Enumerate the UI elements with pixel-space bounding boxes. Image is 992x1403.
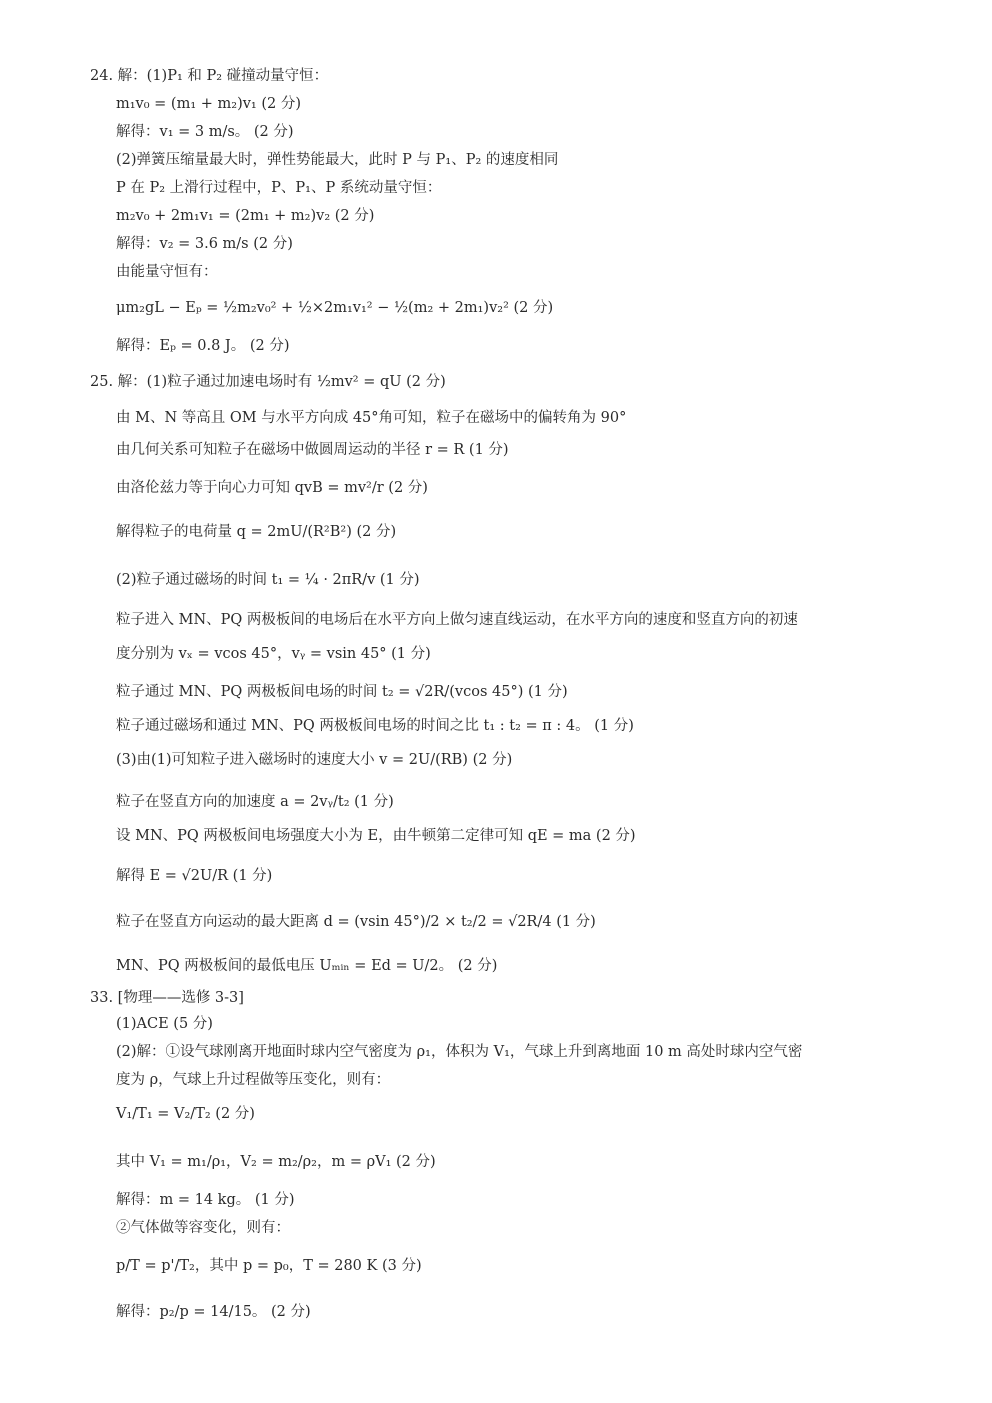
q24-title: 24. 解：(1)P₁ 和 P₂ 碰撞动量守恒： [90,68,329,84]
q33-line-2: (2)解：①设气球刚离开地面时球内空气密度为 ρ₁，体积为 V₁，气球上升到离地面 10 m 高处时球内空气密 [116,1044,803,1060]
q33-line-9: 解得：p₂/p = 14/15。 (2 分) [116,1304,311,1320]
q25-line-7: 度分别为 vₓ = vcos 45°，vᵧ = vsin 45° (1 分) [116,646,431,662]
q33-line-3: 度为 ρ，气球上升过程做等压变化，则有： [116,1072,391,1088]
q24-res3: 解得：Eₚ = 0.8 J。 (2 分) [116,338,290,354]
q24-part2b: P 在 P₂ 上滑行过程中，P、P₁、P 系统动量守恒： [116,180,442,196]
q25-line-6: 粒子进入 MN、PQ 两极板间的电场后在水平方向上做匀速直线运动，在水平方向的速度和竖直方向的初速 [116,612,798,628]
q25-line-12: 设 MN、PQ 两极板间电场强度大小为 E，由牛顿第二定律可知 qE = ma (2 分) [116,828,636,844]
q25-line-3: 由洛伦兹力等于向心力可知 qvB = mv²/r (2 分) [116,480,428,496]
q25-line-4: 解得粒子的电荷量 q = 2mU/(R²B²) (2 分) [116,524,397,540]
q25-line-2: 由几何关系可知粒子在磁场中做圆周运动的半径 r = R (1 分) [116,442,509,458]
q24-res2: 解得：v₂ = 3.6 m/s (2 分) [116,236,293,252]
q24-part2: (2)弹簧压缩量最大时，弹性势能最大，此时 P 与 P₁、P₂ 的速度相同 [116,152,559,168]
q33-title: 33. [物理——选修 3-3] [90,990,244,1006]
q25-title: 25. 解：(1)粒子通过加速电场时有 ½mv² = qU (2 分) [90,374,446,390]
q25-line-14: 粒子在竖直方向运动的最大距离 d = (vsin 45°)/2 × t₂/2 = √2R/4 (1 分) [116,914,596,930]
q24-energy: 由能量守恒有： [116,264,218,280]
q33-line-5: 其中 V₁ = m₁/ρ₁，V₂ = m₂/ρ₂，m = ρV₁ (2 分) [116,1154,436,1170]
q33-line-7: ②气体做等容变化，则有： [116,1220,290,1236]
q25-line-5: (2)粒子通过磁场的时间 t₁ = ¼ · 2πR/v (1 分) [116,572,420,588]
q25-line-8: 粒子通过 MN、PQ 两极板间电场的时间 t₂ = √2R/(vcos 45°) (1 分) [116,684,568,700]
q33-line-1: (1)ACE (5 分) [116,1016,213,1032]
q25-line-13: 解得 E = √2U/R (1 分) [116,868,273,884]
q33-line-8: p/T = p'/T₂，其中 p = p₀，T = 280 K (3 分) [116,1258,422,1274]
q24-eq1: m₁v₀ = (m₁ + m₂)v₁ (2 分) [116,96,302,112]
q33-line-6: 解得：m = 14 kg。 (1 分) [116,1192,295,1208]
q25-line-11: 粒子在竖直方向的加速度 a = 2vᵧ/t₂ (1 分) [116,794,394,810]
q24-res1: 解得：v₁ = 3 m/s。 (2 分) [116,124,294,140]
q24-eq2: m₂v₀ + 2m₁v₁ = (2m₁ + m₂)v₂ (2 分) [116,208,375,224]
q25-line-1: 由 M、N 等高且 OM 与水平方向成 45°角可知，粒子在磁场中的偏转角为 90° [116,410,627,426]
q25-line-10: (3)由(1)可知粒子进入磁场时的速度大小 v = 2U/(RB) (2 分) [116,752,513,768]
q25-line-9: 粒子通过磁场和通过 MN、PQ 两极板间电场的时间之比 t₁ : t₂ = π : 4。 (1 分) [116,718,634,734]
q33-line-4: V₁/T₁ = V₂/T₂ (2 分) [116,1106,255,1122]
q24-eq3: μm₂gL − Eₚ = ½m₂v₀² + ½×2m₁v₁² − ½(m₂ + 2m₁)v₂² (2 分) [116,300,554,316]
q25-line-15: MN、PQ 两极板间的最低电压 Uₘᵢₙ = Ed = U/2。 (2 分) [116,958,498,974]
